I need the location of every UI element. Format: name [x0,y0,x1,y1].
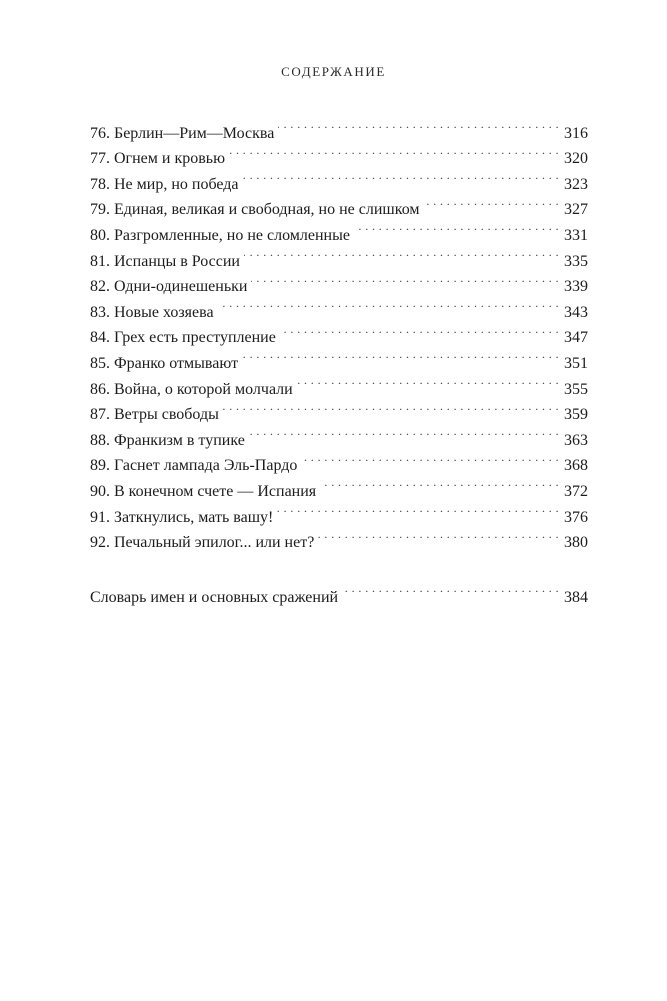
toc-entry-page: 376 [564,508,588,526]
toc-entry [90,112,588,142]
dot-leader [242,342,559,368]
toc-entry [90,576,588,606]
toc-entry-title: Словарь имен и основных сражений [90,588,339,606]
dot-leader [243,163,559,189]
dot-leader [301,445,559,471]
toc-entry-page: 339 [564,278,588,296]
toc-entry-title: 87. Ветры свободы [90,406,219,424]
toc-entry-title: 83. Новые хозяева [90,303,214,321]
toc-entry-title: 79. Единая, великая и свободная, но не слишком [90,201,420,219]
toc-entry-page: 368 [564,457,588,475]
page-header: СОДЕРЖАНИЕ [281,64,386,79]
toc-appendix [90,576,588,606]
toc-entry-title: 80. Разгромленные, но не сломленные [90,226,350,244]
toc-entry-page: 359 [564,406,588,424]
toc-entry-page: 351 [564,354,588,372]
toc-entry-title: 81. Испанцы в России [90,252,240,270]
dot-leader [244,240,559,266]
toc-entry-title: 85. Франко отмывают [90,354,239,372]
toc-entry-title: 78. Не мир, но победа [90,175,239,193]
dot-leader [277,496,559,522]
toc-entry-page: 316 [564,124,588,142]
dot-leader [342,576,559,602]
toc-entry-page: 380 [564,534,588,552]
toc-entry-page: 347 [564,329,588,347]
toc-entry-title: 84. Грех есть преступление [90,329,276,347]
dot-leader [354,214,559,240]
toc-entry-page: 335 [564,252,588,270]
dot-leader [251,266,559,292]
toc-entry-page: 323 [564,175,588,193]
toc-entry-title: 92. Печальный эпилог... или нет? [90,534,315,552]
toc-entry-title: 82. Одни-одинешеньки [90,278,248,296]
toc-entry-title: 91. Заткнулись, мать вашу! [90,508,274,526]
toc-entry-title: 88. Франкизм в тупике [90,431,245,449]
toc-entry-title: 90. В конечном счете — Испания [90,482,317,500]
toc-entry-title: 76. Берлин—Рим—Москва [90,124,275,142]
dot-leader [223,394,559,420]
toc-entry-page: 363 [564,431,588,449]
toc-entry-page: 327 [564,201,588,219]
dot-leader [229,138,559,164]
toc-entry-page: 343 [564,303,588,321]
toc-entry-page: 372 [564,482,588,500]
dot-leader [320,470,559,496]
toc-entry-title: 89. Гаснет лампада Эль-Пардо [90,457,298,475]
toc-entry-page: 331 [564,226,588,244]
dot-leader [424,189,559,215]
dot-leader [318,522,559,548]
table-of-contents [90,112,588,552]
dot-leader [297,368,559,394]
toc-entry-page: 320 [564,150,588,168]
dot-leader [278,112,559,138]
dot-leader [218,291,559,317]
toc-entry-title: 86. Война, о которой молчали [90,380,293,398]
dot-leader [280,317,559,343]
toc-entry-page: 355 [564,380,588,398]
toc-entry-page: 384 [564,588,588,606]
dot-leader [249,419,559,445]
toc-entry-title: 77. Огнем и кровью [90,150,226,168]
